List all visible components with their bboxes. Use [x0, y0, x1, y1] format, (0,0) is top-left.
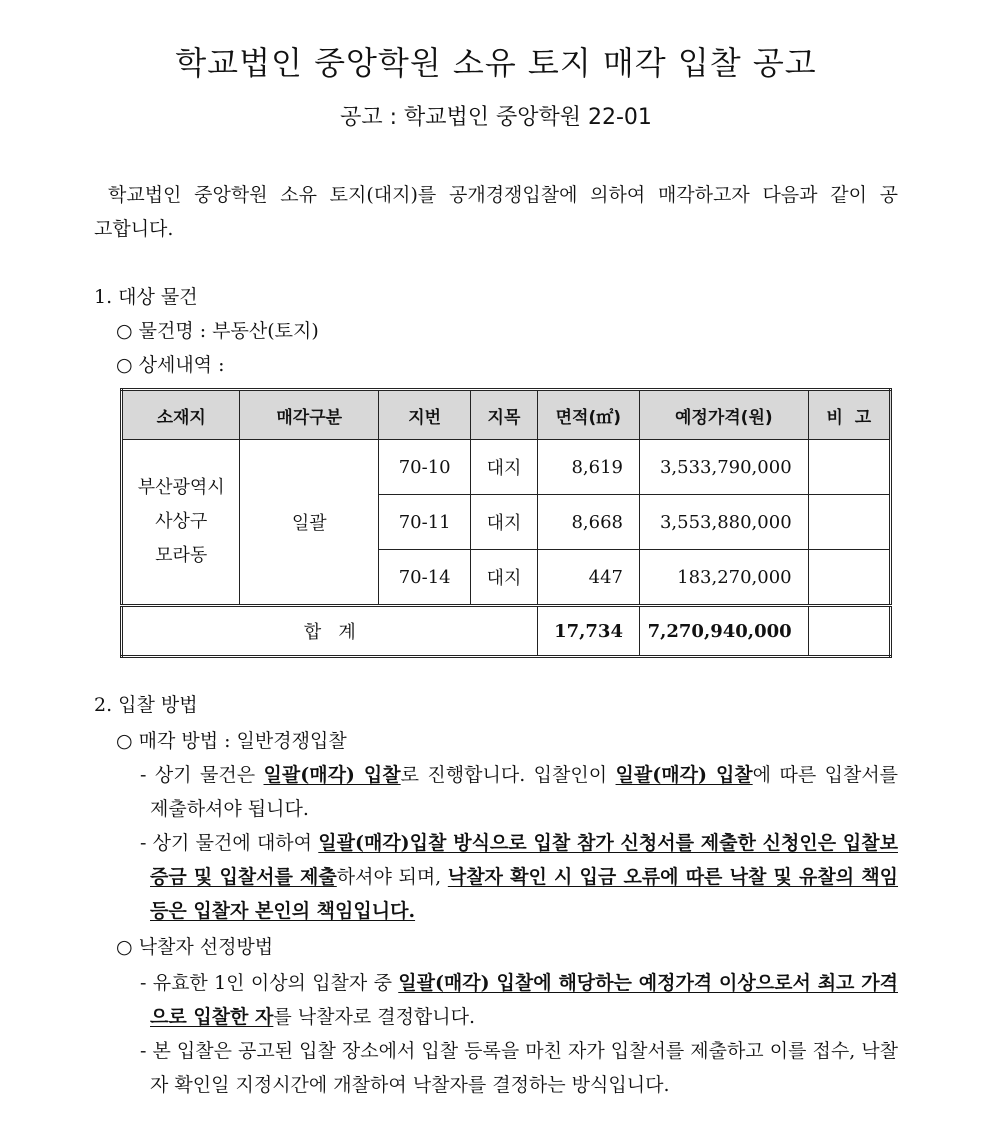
area-cell: 8,668 [537, 495, 639, 550]
location-line: 모라동 [155, 545, 208, 566]
header-price: 예정가격(원) [639, 390, 808, 440]
total-label: 합 계 [122, 606, 538, 657]
area-cell: 447 [537, 550, 639, 606]
p1-text-e: 에 따른 입찰서를 제출하셔야 됩니다. [150, 764, 899, 820]
note-cell [808, 550, 890, 606]
p1-emphasis-2: 일괄(매각) 입찰 [615, 764, 753, 786]
header-lot: 지번 [378, 390, 470, 440]
header-note: 비 고 [808, 390, 890, 440]
lot-cell: 70-14 [378, 550, 470, 606]
p1-emphasis-1: 일괄(매각) 입찰 [263, 764, 401, 786]
intro-paragraph: 학교법인 중앙학원 소유 토지(대지)를 공개경쟁입찰에 의하여 매각하고자 다음과 같이 공고합니다. [94, 184, 898, 240]
p2-emphasis-1: 일괄(매각)입찰 방식으로 입찰 참가 신청서를 제출한 신청인은 입찰보증금 및 입찰서를 제출 [150, 832, 898, 888]
area-cell: 8,619 [537, 440, 639, 495]
p3-text-a: - 유효한 1인 이상의 입찰자 중 [140, 972, 399, 994]
paragraph-3-text [140, 966, 898, 1034]
paragraph-4-text: - 본 입찰은 공고된 입찰 장소에서 입찰 등록을 마친 자가 입찰서를 제출하고 이를 접수, 낙찰자 확인일 지정시간에 개찰하여 낙찰자를 결정하는 방식입니다. [140, 1040, 898, 1096]
header-area: 면적(㎡) [537, 390, 639, 440]
winner-selection-line: ○ 낙찰자 선정방법 [116, 936, 274, 958]
page-title: 학교법인 중앙학원 소유 토지 매각 입찰 공고 [175, 44, 817, 82]
location-line: 사상구 [155, 511, 208, 532]
p2-emphasis-2: 낙찰자 확인 시 입금 오류에 따른 낙찰 및 유찰의 책임 등은 입찰자 본인의 책임입니다. [150, 866, 899, 922]
price-cell: 3,533,790,000 [639, 440, 808, 495]
p3-emphasis: 일괄(매각) 입찰에 해당하는 예정가격 이상으로서 최고 가격으로 입찰한 자 [150, 972, 898, 1028]
section-2-heading: 2. 입찰 방법 [94, 694, 198, 716]
p1-text-c: 로 진행합니다. 입찰인이 [400, 764, 616, 786]
category-cell: 대지 [471, 495, 537, 550]
p3-text-c: 를 낙찰자로 결정합니다. [273, 1006, 476, 1028]
location-line: 부산광역시 [137, 477, 225, 498]
paragraph-3 [140, 966, 898, 1034]
header-category: 지목 [471, 390, 537, 440]
total-price: 7,270,940,000 [639, 606, 808, 657]
table-row [122, 440, 891, 495]
paragraph-2 [140, 826, 898, 928]
header-location: 소재지 [122, 390, 240, 440]
p1-text-a: - 상기 물건은 [140, 764, 264, 786]
paragraph-2-text [140, 826, 898, 928]
paragraph-1-text [140, 758, 898, 826]
item-name-line: ○ 물건명 : 부동산(토지) [116, 320, 319, 342]
total-row [122, 606, 891, 657]
total-note-cell [808, 606, 890, 657]
table-header-row [122, 390, 891, 440]
total-area: 17,734 [537, 606, 639, 657]
note-cell [808, 440, 890, 495]
category-cell: 대지 [471, 440, 537, 495]
property-table [120, 388, 892, 658]
sale-type-cell: 일괄 [240, 440, 379, 606]
p2-text-a: - 상기 물건에 대하여 [140, 832, 319, 854]
section-1-heading: 1. 대상 물건 [94, 286, 198, 308]
lot-cell: 70-11 [378, 495, 470, 550]
price-cell: 3,553,880,000 [639, 495, 808, 550]
location-cell [122, 440, 240, 606]
lot-cell: 70-10 [378, 440, 470, 495]
paragraph-4 [140, 1034, 898, 1102]
details-line: ○ 상세내역 : [116, 354, 225, 376]
sale-method-line: ○ 매각 방법 : 일반경쟁입찰 [116, 730, 347, 752]
header-sale-type: 매각구분 [240, 390, 379, 440]
notice-number: 공고 : 학교법인 중앙학원 22-01 [340, 105, 652, 130]
category-cell: 대지 [471, 550, 537, 606]
price-cell: 183,270,000 [639, 550, 808, 606]
paragraph-1 [140, 758, 898, 826]
note-cell [808, 495, 890, 550]
p2-text-c: 하셔야 되며, [336, 866, 448, 888]
